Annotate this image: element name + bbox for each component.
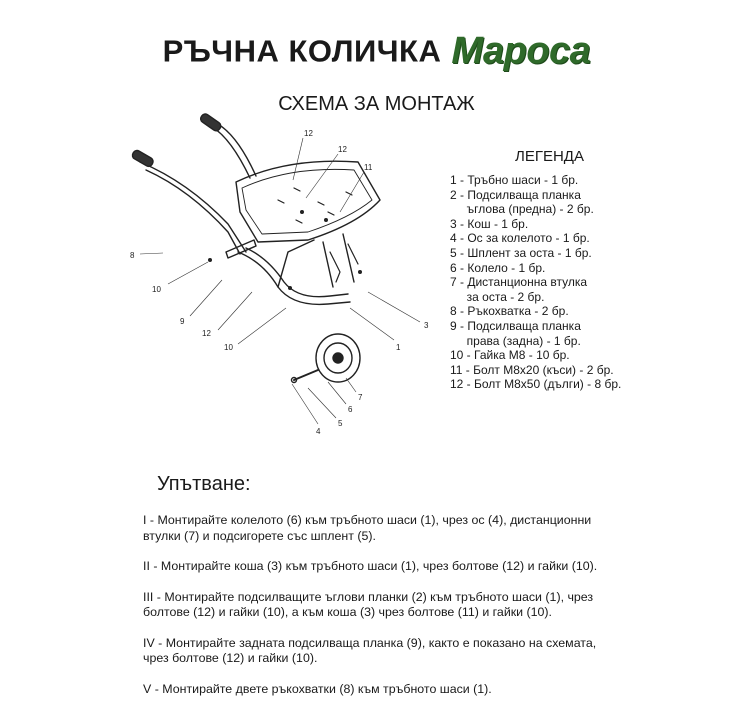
callout-12c: 12 xyxy=(202,329,211,338)
legend-item: ъглова (предна) - 2 бр. xyxy=(450,202,594,217)
legend-item: 12 - Болт М8х50 (дълги) - 8 бр. xyxy=(450,377,622,392)
callout-3: 3 xyxy=(424,321,429,330)
legend-list xyxy=(450,173,621,392)
legend-item: 3 - Кош - 1 бр. xyxy=(450,216,529,231)
axle xyxy=(294,370,318,380)
instruction-step: I - Монтирайте колелото (6) към тръбното шаси (1), чрез ос (4), дистанционни втулки (7) и подсигорете със шплент (5). xyxy=(143,513,592,543)
tray-outline xyxy=(236,161,380,242)
right-grip-icon xyxy=(199,112,222,132)
legend-item: за оста - 2 бр. xyxy=(450,289,545,304)
brand-logo: Мароса xyxy=(451,30,591,72)
legend-item: 2 - Подсилваща планка xyxy=(450,187,581,202)
callout-6: 6 xyxy=(348,405,353,414)
legend-title: ЛЕГЕНДА xyxy=(515,148,584,165)
callout-11: 11 xyxy=(364,163,373,172)
callout-8: 8 xyxy=(130,251,135,260)
header xyxy=(0,30,753,73)
instruction-step: IV - Монтирайте задната подсилваща планка (9), както е показано на схемата, чрез болтове (12) и гайки (10). xyxy=(143,635,597,665)
legend-item: 11 - Болт М8х20 (къси) - 2 бр. xyxy=(450,362,614,377)
callout-10b: 10 xyxy=(224,343,233,352)
legend-item: 8 - Ръкохватка - 2 бр. xyxy=(450,304,569,319)
callout-10a: 10 xyxy=(152,285,161,294)
page-title: РЪЧНА КОЛИЧКА xyxy=(162,33,442,69)
legend-item: права (задна) - 1 бр. xyxy=(450,333,581,348)
callout-12a: 12 xyxy=(304,129,313,138)
instructions-steps xyxy=(143,513,613,712)
legend-item: 4 - Ос за колелото - 1 бр. xyxy=(450,231,590,246)
legend-item: 1 - Тръбно шаси - 1 бр. xyxy=(450,173,579,187)
callout-7: 7 xyxy=(358,393,363,402)
instruction-step: II - Монтирайте коша (3) към тръбното шаси (1), чрез болтове (12) и гайки (10). xyxy=(143,559,598,573)
callout-4: 4 xyxy=(316,427,321,436)
instructions-title: Упътване: xyxy=(157,473,251,495)
legend-item: 7 - Дистанционна втулка xyxy=(450,275,588,290)
legend-item: 5 - Шплент за оста - 1 бр. xyxy=(450,245,592,260)
callout-1: 1 xyxy=(396,343,401,352)
wheelbarrow-exploded-diagram xyxy=(118,112,448,442)
legend-item: 6 - Колело - 1 бр. xyxy=(450,260,546,275)
callout-12b: 12 xyxy=(338,145,347,154)
legend-item: 9 - Подсилваща планка xyxy=(450,318,581,333)
instruction-step: V - Монтирайте двете ръкохватки (8) към тръбното шаси (1). xyxy=(143,681,492,696)
callout-9: 9 xyxy=(180,317,185,326)
instruction-step: III - Монтирайте подсилващите ъглови планки (2) към тръбното шаси (1), чрез болтове (12) и гайки (10), а към коша (3) чрез болтове (11) и гайки (10). xyxy=(143,589,594,619)
legend-item: 10 - Гайка М8 - 10 бр. xyxy=(450,348,570,363)
left-grip-icon xyxy=(131,149,155,168)
callout-5: 5 xyxy=(338,419,343,428)
page-subtitle: СХЕМА ЗА МОНТАЖ xyxy=(278,93,475,115)
chassis-frame xyxy=(238,252,350,304)
rear-brace-plate xyxy=(226,240,256,258)
